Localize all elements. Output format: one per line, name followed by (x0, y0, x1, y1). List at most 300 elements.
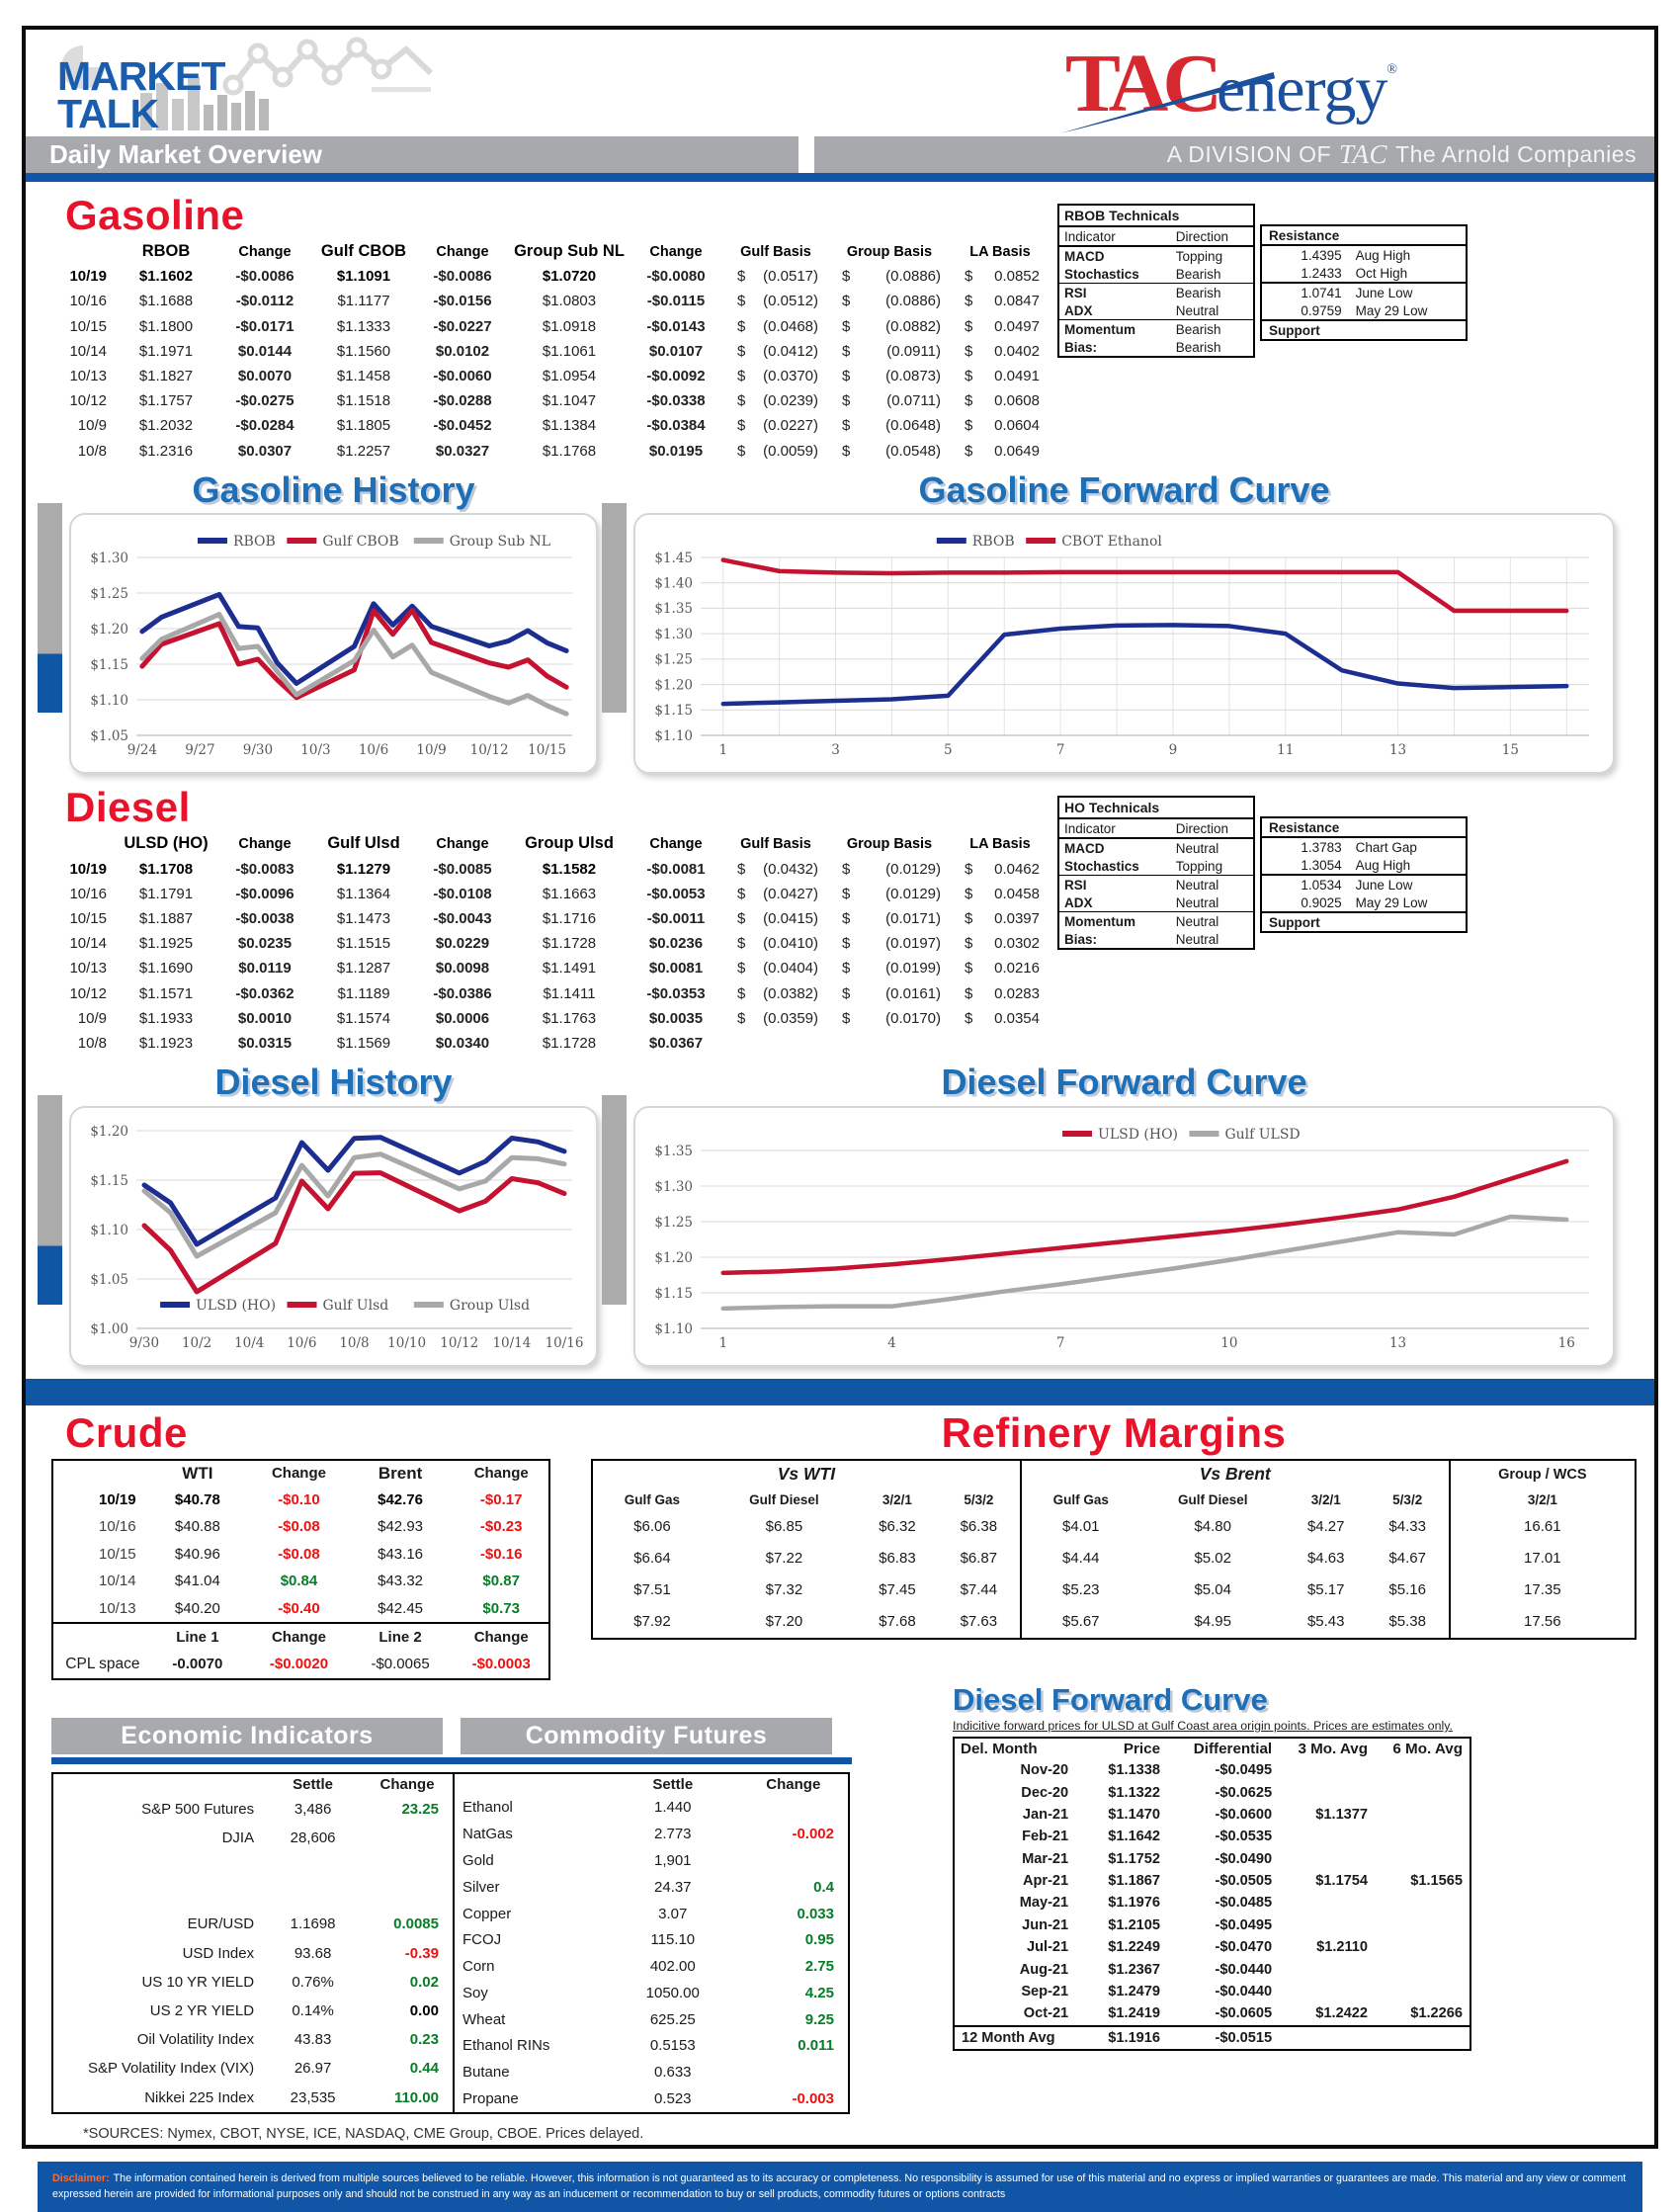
table-cell: $ 0.0852 (965, 268, 1040, 286)
svg-text:Group Sub NL: Group Sub NL (449, 534, 551, 551)
svg-text:7: 7 (1055, 1334, 1065, 1351)
table-cell (1279, 2026, 1375, 2050)
table-cell: $1.1565 (1410, 1873, 1463, 1890)
table-cell: 1050.00 (645, 1984, 700, 2001)
table-cell: $1.1287 (336, 960, 391, 978)
table-cell: 1.3783 (1301, 839, 1342, 855)
cpl-change2-value: -$0.0003 (471, 1656, 531, 1673)
svg-text:Gulf Ulsd: Gulf Ulsd (322, 1297, 389, 1314)
table-row (1059, 320, 1253, 339)
table-row (455, 1821, 849, 1847)
table-cell: $ (0.0129) (842, 860, 941, 878)
table-row (51, 882, 1050, 906)
table-cell: 10/13 (99, 1599, 136, 1617)
table-cell: US 2 YR YIELD (149, 2002, 255, 2020)
svg-text:$1.20: $1.20 (654, 677, 693, 694)
table-cell (739, 2059, 849, 2085)
svg-text:10/10: 10/10 (387, 1334, 427, 1351)
table-cell: $ 0.0216 (965, 960, 1040, 978)
table-row (52, 1881, 454, 1910)
table-cell: Topping (1171, 857, 1253, 876)
table-cell: 10/15 (99, 1545, 136, 1563)
table-row (1059, 284, 1253, 302)
table-row (592, 1510, 1636, 1542)
table-row (1059, 265, 1253, 284)
svg-text:9/30: 9/30 (128, 1334, 160, 1351)
table-cell: $0.0340 (435, 1034, 490, 1052)
gasoline-charts-row (26, 468, 1654, 775)
column-header: 3/2/1 (1310, 1491, 1341, 1507)
svg-text:$1.30: $1.30 (90, 551, 128, 567)
table-row (52, 1968, 454, 1997)
market-talk-logo (42, 36, 466, 137)
table-row (52, 1513, 549, 1540)
table-cell: 10/13 (69, 960, 107, 978)
table-cell: -$0.0440 (1215, 1983, 1273, 1999)
table-cell: 23.25 (401, 1800, 439, 1818)
table-row (455, 1953, 849, 1980)
table-cell: $1.1791 (138, 885, 194, 902)
table-cell: $0.0327 (435, 442, 490, 460)
table-cell: May 29 Low (1355, 302, 1428, 318)
table-cell: $6.87 (960, 1550, 998, 1568)
table-cell: $0.0098 (435, 960, 490, 978)
table-cell: $1.1518 (336, 392, 391, 410)
svg-text:$1.15: $1.15 (654, 1285, 693, 1302)
table-row (51, 931, 1050, 956)
table-cell: $0.0315 (237, 1034, 293, 1052)
table-row (455, 2033, 849, 2060)
table-row (1262, 838, 1466, 856)
table-cell: $7.51 (633, 1581, 671, 1599)
table-cell: $ 0.0497 (965, 317, 1040, 335)
table-cell: $1.1333 (336, 317, 391, 335)
table-cell: 1.0534 (1301, 877, 1342, 893)
table-cell: MACD (1064, 840, 1105, 856)
crude-margins-section (26, 1408, 1654, 1680)
table-cell: $ (0.0161) (842, 984, 941, 1002)
section-divider-band (26, 1379, 1654, 1405)
table-cell: Bearish (1171, 265, 1253, 284)
division-prefix: A DIVISION OF (1166, 141, 1332, 167)
table-cell: $0.0010 (237, 1009, 293, 1027)
table-cell: $1.1061 (542, 342, 597, 360)
table-cell: $5.02 (1194, 1550, 1231, 1568)
table-row (954, 1826, 1470, 1847)
table-cell: RSI (1064, 285, 1087, 300)
table-cell (739, 1795, 849, 1822)
table-cell: 17.01 (1450, 1542, 1636, 1574)
table-cell: $1.1047 (542, 392, 597, 410)
table-cell: $ (0.0873) (842, 367, 941, 384)
table-cell: -$0.0353 (646, 984, 706, 1002)
table-cell: $ 0.0283 (965, 984, 1040, 1002)
gasoline-forward-title: Gasoline Forward Curve (918, 468, 1330, 510)
table-cell: $ (0.0427) (737, 885, 818, 902)
table-cell: Neutral (1175, 931, 1219, 947)
table-cell: Bias: (1064, 339, 1098, 355)
table-row (592, 1542, 1636, 1574)
column-header (455, 1773, 607, 1795)
diesel-history-block (69, 1063, 598, 1367)
svg-text:ULSD (HO): ULSD (HO) (1098, 1126, 1179, 1143)
table-cell: $4.33 (1388, 1517, 1426, 1535)
table-cell: $0.84 (280, 1573, 318, 1590)
table-cell (1279, 1781, 1375, 1803)
table-cell: 0.02 (409, 1973, 439, 1991)
table-row (1059, 912, 1253, 931)
technicals-title: RBOB Technicals (1059, 206, 1253, 227)
gasoline-table-body (51, 264, 1050, 464)
table-cell: Neutral (1175, 840, 1219, 856)
table-row (52, 2084, 454, 2113)
table-cell (1375, 1958, 1470, 1980)
table-cell (1375, 1936, 1470, 1958)
table-cell: $ (0.0548) (842, 442, 941, 460)
table-row (455, 1847, 849, 1874)
table-cell: 1.0741 (1301, 285, 1342, 300)
column-header: Gulf Basis (740, 243, 811, 260)
vs-brent-group-header: Vs Brent (1021, 1460, 1450, 1489)
svg-text:13: 13 (1388, 1334, 1407, 1351)
cpl-col-change1: Change (271, 1628, 326, 1646)
table-cell: $5.23 (1021, 1574, 1140, 1606)
table-cell: -$0.0081 (646, 860, 706, 878)
column-header: Gulf Diesel (749, 1491, 819, 1507)
table-cell: -$0.0452 (433, 417, 492, 435)
table-cell: $ (0.0059) (737, 442, 818, 460)
table-row (51, 980, 1050, 1005)
table-row (455, 2006, 849, 2033)
table-cell: $7.68 (879, 1613, 916, 1631)
table-cell: Neutral (1171, 301, 1253, 320)
table-cell (1375, 1804, 1470, 1826)
table-cell: $5.67 (1021, 1606, 1140, 1639)
table-cell: $1.0954 (542, 367, 597, 384)
column-header: Group Basis (846, 835, 933, 852)
table-cell: 0.0085 (393, 1915, 439, 1933)
diesel-charts-row (26, 1063, 1654, 1367)
table-cell: Mar-21 (1022, 1850, 1069, 1867)
gasoline-table-header (51, 239, 1050, 264)
table-row (1059, 301, 1253, 320)
diesel-forward-table (953, 1737, 1471, 2051)
table-cell: $5.38 (1388, 1613, 1426, 1631)
table-cell: $ (0.0239) (737, 392, 818, 410)
table-cell: $1.0803 (542, 293, 597, 310)
table-cell: Neutral (1175, 913, 1219, 929)
table-row (954, 1804, 1470, 1826)
column-header: 3/2/1 (882, 1491, 912, 1507)
svg-text:10/8: 10/8 (339, 1334, 370, 1351)
table-cell: $4.27 (1306, 1517, 1345, 1535)
table-cell: $ 0.0397 (965, 909, 1040, 927)
table-cell: US 10 YR YIELD (141, 1973, 255, 1991)
table-cell: -$0.0440 (1215, 1961, 1273, 1978)
table-cell: 2.773 (653, 1826, 692, 1843)
table-cell: Bearish (1175, 285, 1221, 300)
table-cell: $40.20 (174, 1599, 220, 1617)
brand-wordmark (57, 53, 225, 137)
table-row (52, 1939, 454, 1968)
table-cell: 10/19 (69, 268, 107, 286)
table-cell: $1.1925 (138, 935, 194, 953)
table-cell: $ (0.0410) (737, 935, 818, 953)
table-cell: -$0.0143 (646, 317, 706, 335)
table-row (51, 413, 1050, 438)
table-cell: 10/14 (69, 935, 107, 953)
svg-text:1: 1 (718, 1334, 728, 1351)
table-cell: 17.35 (1450, 1574, 1636, 1606)
table-cell: -$0.0275 (235, 392, 294, 410)
table-cell: $5.17 (1306, 1581, 1345, 1599)
table-cell: -$0.10 (278, 1491, 320, 1509)
table-row (954, 1759, 1470, 1781)
column-header: Gulf Basis (740, 835, 811, 852)
indicator-col-header: Indicator (1059, 819, 1171, 838)
cpl-change1-value: -$0.0020 (269, 1656, 329, 1673)
table-cell: $ (0.0468) (737, 317, 818, 335)
table-cell: $4.80 (1194, 1517, 1231, 1535)
bottom-header-rule (51, 1757, 852, 1764)
table-row (1059, 838, 1253, 857)
table-row (1059, 338, 1253, 356)
table-cell: Aug High (1355, 247, 1411, 263)
levels-body (1262, 838, 1466, 911)
svg-text:$1.40: $1.40 (654, 575, 693, 592)
table-row (51, 364, 1050, 388)
table-cell: $ (0.0382) (737, 984, 818, 1002)
rbob-technicals (1057, 204, 1468, 358)
table-cell: $1.1491 (542, 960, 597, 978)
table-cell: -$0.0600 (1215, 1806, 1273, 1823)
table-cell (362, 1881, 454, 1910)
table-cell: $ (0.0227) (737, 417, 818, 435)
table-cell: -$0.0338 (646, 392, 706, 410)
table-cell: $ (0.0882) (842, 317, 941, 335)
svg-text:Gulf CBOB: Gulf CBOB (322, 534, 399, 551)
table-cell: 16.61 (1450, 1510, 1636, 1542)
table-cell: 10/16 (99, 1518, 136, 1536)
table-cell: $ 0.0604 (965, 417, 1040, 435)
table-cell: $1.1971 (138, 342, 194, 360)
column-header: Change (649, 243, 703, 260)
table-cell: $42.45 (378, 1599, 424, 1617)
division-tac: TAC (1339, 139, 1388, 169)
table-cell: Silver (462, 1878, 500, 1896)
table-cell: -$0.23 (479, 1518, 523, 1536)
table-cell: 0.011 (798, 2037, 834, 2055)
table-cell (1375, 1892, 1470, 1914)
table-row (51, 906, 1050, 931)
table-cell: $1.1177 (337, 293, 390, 310)
table-cell: $1.1708 (138, 860, 194, 878)
table-cell: 1.3054 (1262, 856, 1352, 875)
table-cell: $0.0195 (648, 442, 704, 460)
column-header: Change (379, 1775, 435, 1793)
table-cell: 110.00 (393, 2088, 439, 2106)
table-cell: -$0.0515 (1167, 2026, 1279, 2050)
crude-table (51, 1459, 550, 1680)
svg-text:10/9: 10/9 (416, 742, 447, 759)
table-cell: -$0.0625 (1215, 1784, 1273, 1801)
table-cell: $1.1800 (138, 317, 194, 335)
table-cell: Gold (462, 1851, 494, 1869)
crude-title: Crude (65, 1408, 188, 1456)
table-cell: -$0.0470 (1215, 1939, 1273, 1956)
table-cell: $7.20 (765, 1613, 803, 1631)
table-cell: $41.04 (174, 1573, 220, 1590)
table-cell: 0.44 (409, 2060, 439, 2078)
table-row (51, 289, 1050, 313)
diesel-table-body (51, 856, 1050, 1056)
table-row (51, 856, 1050, 881)
column-header: Del. Month (961, 1741, 1038, 1758)
svg-text:$1.35: $1.35 (654, 1143, 693, 1159)
table-cell: 0.633 (653, 2064, 692, 2082)
table-cell: $6.06 (633, 1517, 671, 1535)
table-row (1059, 893, 1253, 912)
table-cell: Propane (462, 2089, 519, 2107)
table-row (1059, 857, 1253, 876)
table-cell: 0.9025 (1301, 894, 1342, 910)
table-cell: Jun-21 (1022, 1916, 1069, 1933)
resistance-label: Resistance (1262, 226, 1466, 246)
table-cell: ADX (1059, 301, 1171, 320)
svg-text:$1.10: $1.10 (90, 693, 128, 710)
table-row (52, 1594, 549, 1622)
table-cell: 10/19 (69, 860, 107, 878)
table-cell: -$0.0384 (646, 417, 706, 435)
table-row (51, 313, 1050, 338)
table-cell: Nov-20 (1020, 1762, 1069, 1779)
table-cell: $1.1582 (542, 860, 597, 878)
table-row (51, 339, 1050, 364)
table-cell: 0.523 (653, 2089, 692, 2107)
table-cell: $40.78 (174, 1491, 220, 1509)
table-cell (1279, 1826, 1375, 1847)
ho-technicals (1057, 796, 1468, 950)
table-cell: 93.68 (294, 1944, 332, 1962)
table-cell: $1.2032 (138, 417, 194, 435)
table-row (455, 1980, 849, 2006)
column-header: LA Basis (969, 243, 1031, 260)
table-cell: $1.1470 (1108, 1806, 1161, 1823)
table-cell: Oct High (1352, 264, 1466, 283)
table-cell: $ (0.0412) (737, 342, 818, 360)
crude-table-body (52, 1487, 549, 1623)
levels-body (1262, 246, 1466, 319)
division-bar (814, 136, 1654, 173)
table-cell: $43.32 (378, 1573, 424, 1590)
table-cell: $1.1754 (1315, 1873, 1369, 1890)
column-header: Change (436, 835, 489, 852)
table-cell: 10/12 (69, 984, 107, 1002)
table-cell: $1.2419 (1108, 2005, 1161, 2022)
table-row (52, 1541, 549, 1568)
table-cell: $1.1560 (336, 342, 391, 360)
column-header: Change (436, 243, 489, 260)
table-row (1059, 876, 1253, 894)
table-cell: $1.1690 (138, 960, 194, 978)
comm-table-body (455, 1795, 849, 2113)
commodity-futures-table (455, 1772, 850, 2114)
table-cell: Chart Gap (1355, 839, 1417, 855)
table-cell: $ (0.0648) (842, 417, 941, 435)
fwd-table-header (954, 1738, 1470, 1759)
table-cell: $6.32 (879, 1517, 916, 1535)
table-cell: $1.1688 (138, 293, 194, 310)
table-cell: $1.1322 (1108, 1784, 1161, 1801)
table-row (954, 1958, 1470, 1980)
cpl-col-line1: Line 1 (176, 1628, 219, 1646)
table-cell: $ (0.0911) (842, 342, 941, 360)
table-row (954, 2002, 1470, 2025)
table-cell (1375, 1826, 1470, 1847)
svg-text:15: 15 (1501, 742, 1519, 759)
table-cell: -$0.0043 (433, 909, 492, 927)
column-header (51, 239, 115, 264)
svg-text:ULSD (HO): ULSD (HO) (196, 1297, 277, 1314)
table-cell: -$0.0038 (235, 909, 294, 927)
table-cell: $5.04 (1194, 1581, 1231, 1599)
table-row (52, 1487, 549, 1513)
table-cell: Corn (462, 1958, 495, 1976)
table-cell: $6.38 (960, 1517, 998, 1535)
table-cell (1279, 1981, 1375, 2002)
table-cell: Stochastics (1059, 857, 1171, 876)
table-cell: -$0.0108 (433, 885, 492, 902)
table-cell: Bearish (1175, 321, 1221, 337)
table-cell: 0.4 (813, 1878, 834, 1896)
column-header (52, 1460, 144, 1487)
table-cell (264, 1852, 362, 1881)
table-cell: -0.003 (792, 2089, 834, 2107)
table-row (51, 956, 1050, 980)
table-cell: 0.95 (804, 1931, 834, 1949)
table-cell: ADX (1059, 893, 1171, 912)
table-row (954, 1781, 1470, 1803)
svg-text:$1.30: $1.30 (654, 1178, 693, 1195)
table-cell: 43.83 (294, 2031, 332, 2049)
table-cell (739, 1847, 849, 1874)
indicator-col-header: Indicator (1059, 227, 1171, 246)
table-cell: $4.95 (1194, 1613, 1231, 1631)
table-cell: $1.1377 (1315, 1806, 1369, 1823)
table-cell: 0.23 (409, 2031, 439, 2049)
column-header: 6 Mo. Avg (1392, 1741, 1463, 1758)
table-cell: 10/9 (77, 417, 107, 435)
diesel-forward-table-group (953, 1681, 1471, 2051)
gasoline-section (26, 182, 1654, 464)
svg-text:$1.15: $1.15 (90, 1172, 128, 1189)
table-cell (362, 1852, 454, 1881)
table-cell: $1.1827 (138, 367, 194, 384)
table-cell: $4.67 (1388, 1550, 1426, 1568)
table-row (52, 1997, 454, 2025)
table-cell: Soy (462, 1984, 488, 2001)
table-cell: $ 0.0402 (965, 342, 1040, 360)
table-cell: $0.0144 (237, 342, 293, 360)
table-cell: $1.1923 (138, 1034, 194, 1052)
table-row (51, 1031, 1050, 1056)
brand-line-2: TALK (57, 91, 159, 137)
column-header: Price (1123, 1741, 1161, 1758)
table-cell: $0.0102 (435, 342, 490, 360)
table-cell: $ 0.0458 (965, 885, 1040, 902)
column-header: Gulf CBOB (320, 242, 407, 261)
table-cell: $0.0035 (648, 1009, 704, 1027)
